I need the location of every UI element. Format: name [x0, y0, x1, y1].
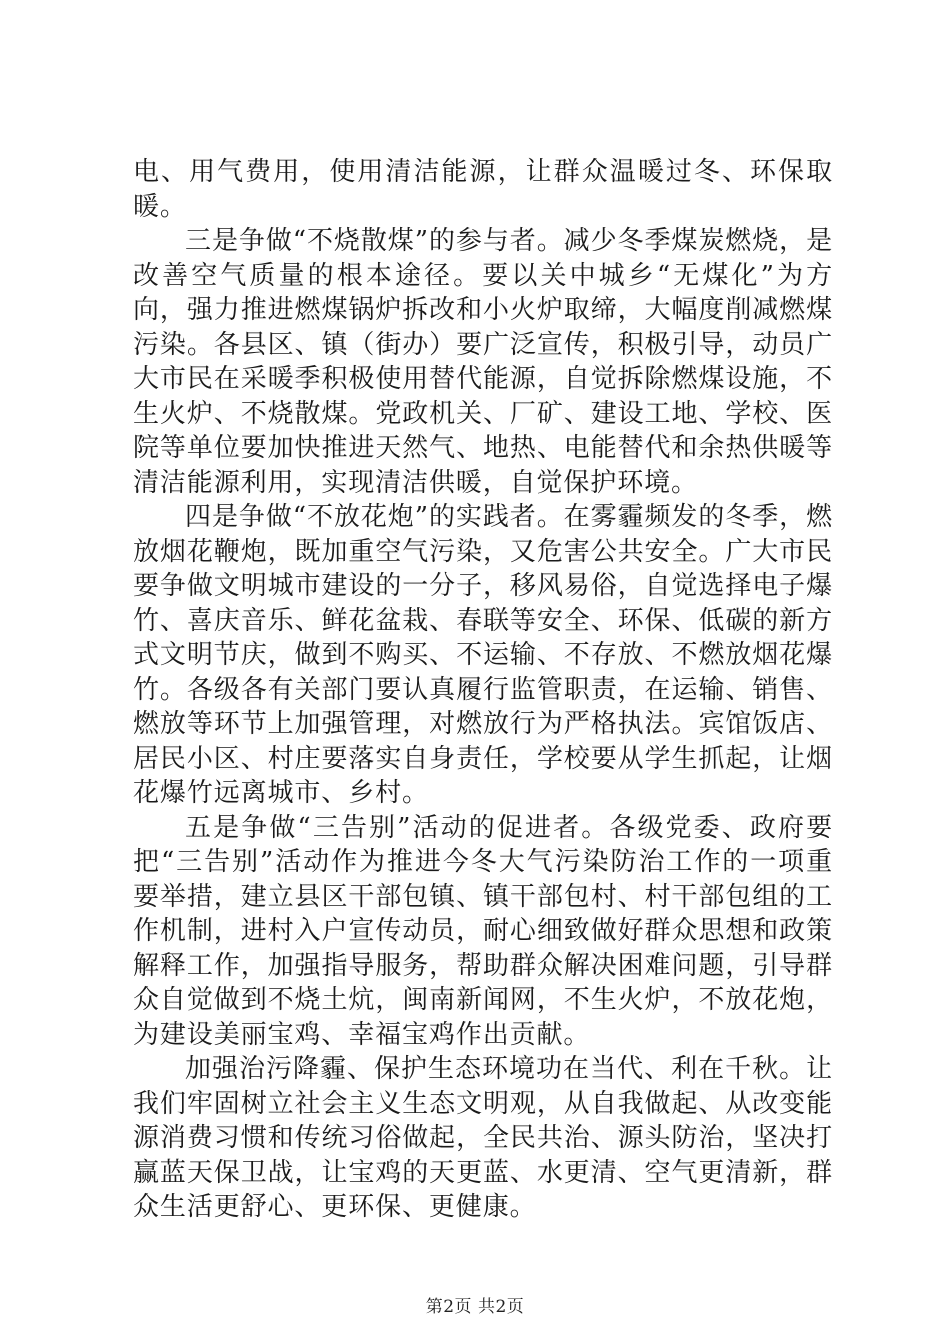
page-number: 第2页 共2页: [425, 1297, 525, 1317]
paragraph-continuation: 电、用气费用，使用清洁能源，让群众温暖过冬、环保取暖。: [133, 157, 833, 222]
paragraph-point-three: 三是争做“不烧散煤”的参与者。减少冬季煤炭燃烧，是改善空气质量的根本途径。要以关中城乡“无煤化”为方向，强力推进燃煤锅炉拆改和小火炉取缔，大幅度削减燃煤污染。各县区、镇（街办）要广泛宣传，积极引导，动员广大市民在采暖季积极使用替代能源，自觉拆除燃煤设施，不生火炉、不烧散煤。党政机关、厂矿、建设工地、学校、医院等单位要加快推进天然气、地热、电能替代和余热供暖等清洁能源利用，实现清洁供暖，自觉保护环境。: [133, 226, 833, 498]
paragraph-point-five: 五是争做“三告别”活动的促进者。各级党委、政府要把“三告别”活动作为推进今冬大气污染防治工作的一项重要举措，建立县区干部包镇、镇干部包村、村干部包组的工作机制，进村入户宣传动员，耐心细致做好群众思想和政策解释工作，加强指导服务，帮助群众解决困难问题，引导群众自觉做到不烧土炕，闽南新闻网，不生火炉，不放花炮，为建设美丽宝鸡、幸福宝鸡作出贡献。: [133, 812, 833, 1050]
paragraph-point-four: 四是争做“不放花炮”的实践者。在雾霾频发的冬季，燃放烟花鞭炮，既加重空气污染，又危害公共安全。广大市民要争做文明城市建设的一分子，移风易俗，自觉选择电子爆竹、喜庆音乐、鲜花盆栽、春联等安全、环保、低碳的新方式文明节庆，做到不购买、不运输、不存放、不燃放烟花爆竹。各级各有关部门要认真履行监管职责，在运输、销售、燃放等环节上加强管理，对燃放行为严格执法。宾馆饭店、居民小区、村庄要落实自身责任，学校要从学生抓起，让烟花爆竹远离城市、乡村。: [133, 502, 833, 808]
paragraph-conclusion: 加强治污降霾、保护生态环境功在当代、利在千秋。让我们牢固树立社会主义生态文明观，从自我做起、从改变能源消费习惯和传统习俗做起，全民共治、源头防治，坚决打赢蓝天保卫战，让宝鸡的天更蓝、水更清、空气更清新，群众生活更舒心、更环保、更健康。: [133, 1054, 833, 1222]
document-body: [133, 155, 833, 1225]
